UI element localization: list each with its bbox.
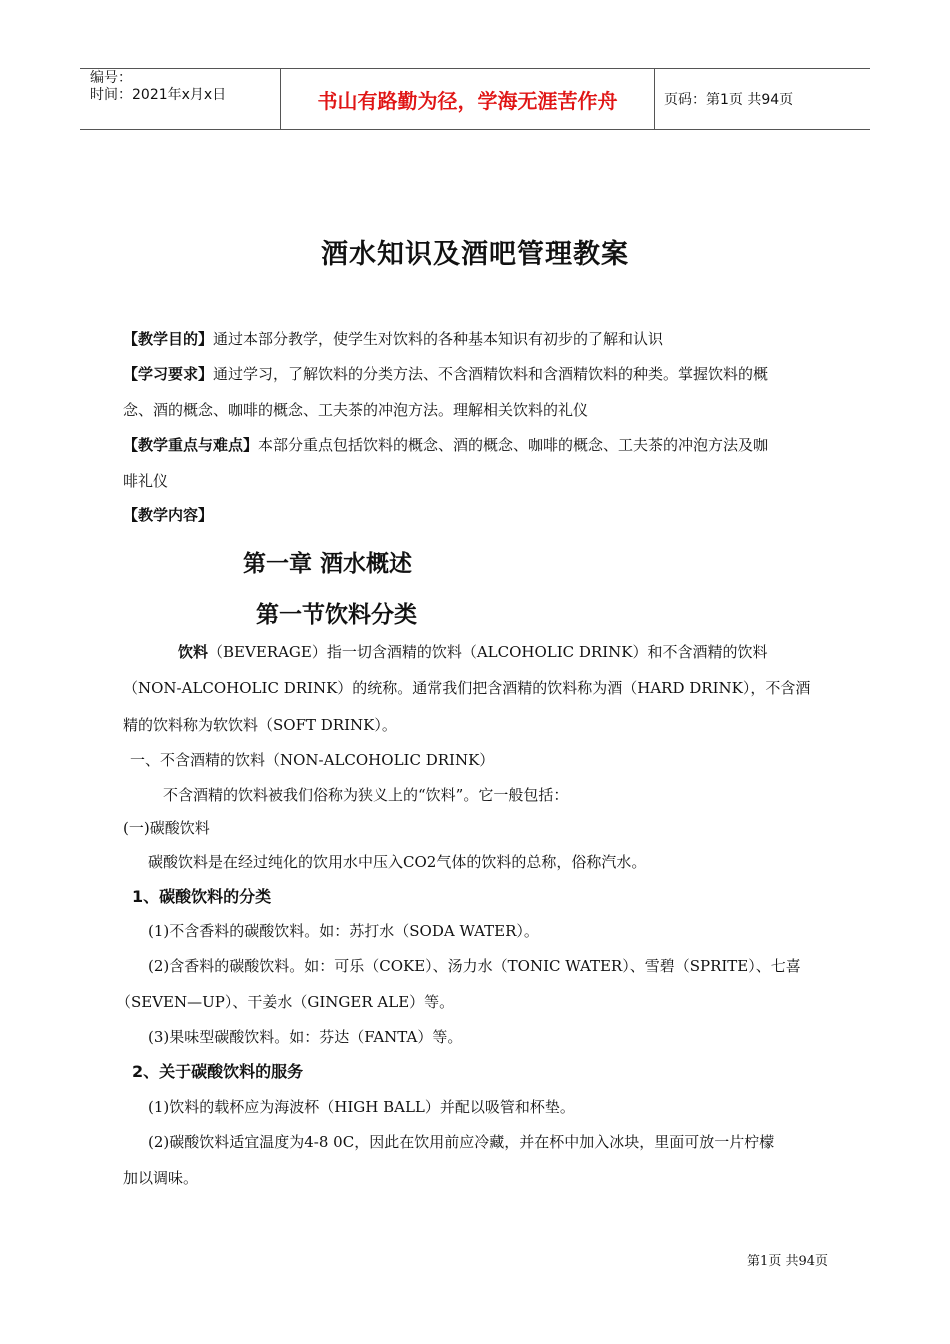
intro-text-line1: （BEVERAGE）指一切含酒精的饮料（ALCOHOLIC DRINK）和不含酒精的饮料 (208, 643, 768, 661)
requirement-label: 【学习要求】 (123, 365, 214, 383)
service-item-2-line2: 加以调味。 (123, 1169, 199, 1187)
header-meta (80, 69, 280, 129)
classification-item-3: (3)果味型碳酸饮料。如：芬达（FANTA）等。 (148, 1028, 463, 1046)
content-label: 【教学内容】 (123, 506, 214, 524)
service-heading: 2、关于碳酸饮料的服务 (132, 1062, 304, 1081)
keypoints-label: 【教学重点与难点】 (123, 436, 259, 454)
objective-text: 通过本部分教学，使学生对饮料的各种基本知识有初步的了解和认识 (213, 330, 664, 348)
keypoints-paragraph (123, 434, 768, 455)
objective-label: 【教学目的】 (123, 330, 214, 348)
part1-text: 不含酒精的饮料被我们俗称为狭义上的“饮料”。它一般包括： (163, 786, 569, 804)
classification-heading: 1、碳酸饮料的分类 (132, 887, 272, 906)
header-divider (654, 69, 655, 129)
service-item-1: (1)饮料的载杯应为海波杯（HIGH BALL）并配以吸管和杯垫。 (148, 1098, 575, 1116)
intro-term: 饮料 (178, 643, 209, 661)
classification-item-2-line2: （SEVEN—UP）、干姜水（GINGER ALE）等。 (116, 993, 455, 1011)
classification-item-1: (1)不含香料的碳酸饮料。如：苏打水（SODA WATER）。 (148, 922, 539, 940)
keypoints-text-line1: 本部分重点包括饮料的概念、酒的概念、咖啡的概念、工夫茶的冲泡方法及咖 (258, 436, 769, 454)
page-footer: 第1页 共94页 (747, 1254, 828, 1269)
service-item-2-line1: (2)碳酸饮料适宜温度为4-8 0C，因此在饮用前应冷藏，并在杯中加入冰块，里面可放一片柠檬 (148, 1133, 775, 1151)
header-motto: 书山有路勤为径，学海无涯苦作舟 (317, 88, 618, 113)
page-header (80, 68, 870, 130)
objective-paragraph (123, 328, 663, 349)
classification-item-2-line1: (2)含香料的碳酸饮料。如：可乐（COKE）、汤力水（TONIC WATER）、雪碧（SPRITE）、七喜 (148, 957, 801, 975)
intro-text-line2: （NON-ALCOHOLIC DRINK）的统称。通常我们把含酒精的饮料称为酒（HARD DRINK），不含酒 (123, 679, 811, 697)
requirement-text-line2: 念、酒的概念、咖啡的概念、工夫茶的冲泡方法。理解相关饮料的礼仪 (123, 401, 589, 419)
part1-heading: 一、不含酒精的饮料（NON-ALCOHOLIC DRINK） (130, 751, 495, 769)
sub1-text: 碳酸饮料是在经过纯化的饮用水中压入CO2气体的饮料的总称，俗称汽水。 (148, 853, 647, 871)
chapter-heading: 第一章 酒水概述 (243, 551, 413, 577)
requirement-paragraph (123, 363, 768, 384)
section-heading: 第一节饮料分类 (256, 602, 417, 628)
intro-line1 (178, 641, 768, 662)
sub1-heading: (一)碳酸饮料 (123, 819, 210, 837)
number-label: 编号： (90, 70, 132, 86)
time-label: 时间：2021年x月x日 (90, 87, 227, 103)
requirement-text-line1: 通过学习，了解饮料的分类方法、不含酒精饮料和含酒精饮料的种类。掌握饮料的概 (213, 365, 769, 383)
intro-text-line3: 精的饮料称为软饮料（SOFT DRINK）。 (123, 716, 397, 734)
header-page-label: 页码：第1页 共94页 (664, 92, 794, 108)
keypoints-text-line2: 啡礼仪 (123, 472, 169, 490)
document-title: 酒水知识及酒吧管理教案 (321, 239, 629, 270)
